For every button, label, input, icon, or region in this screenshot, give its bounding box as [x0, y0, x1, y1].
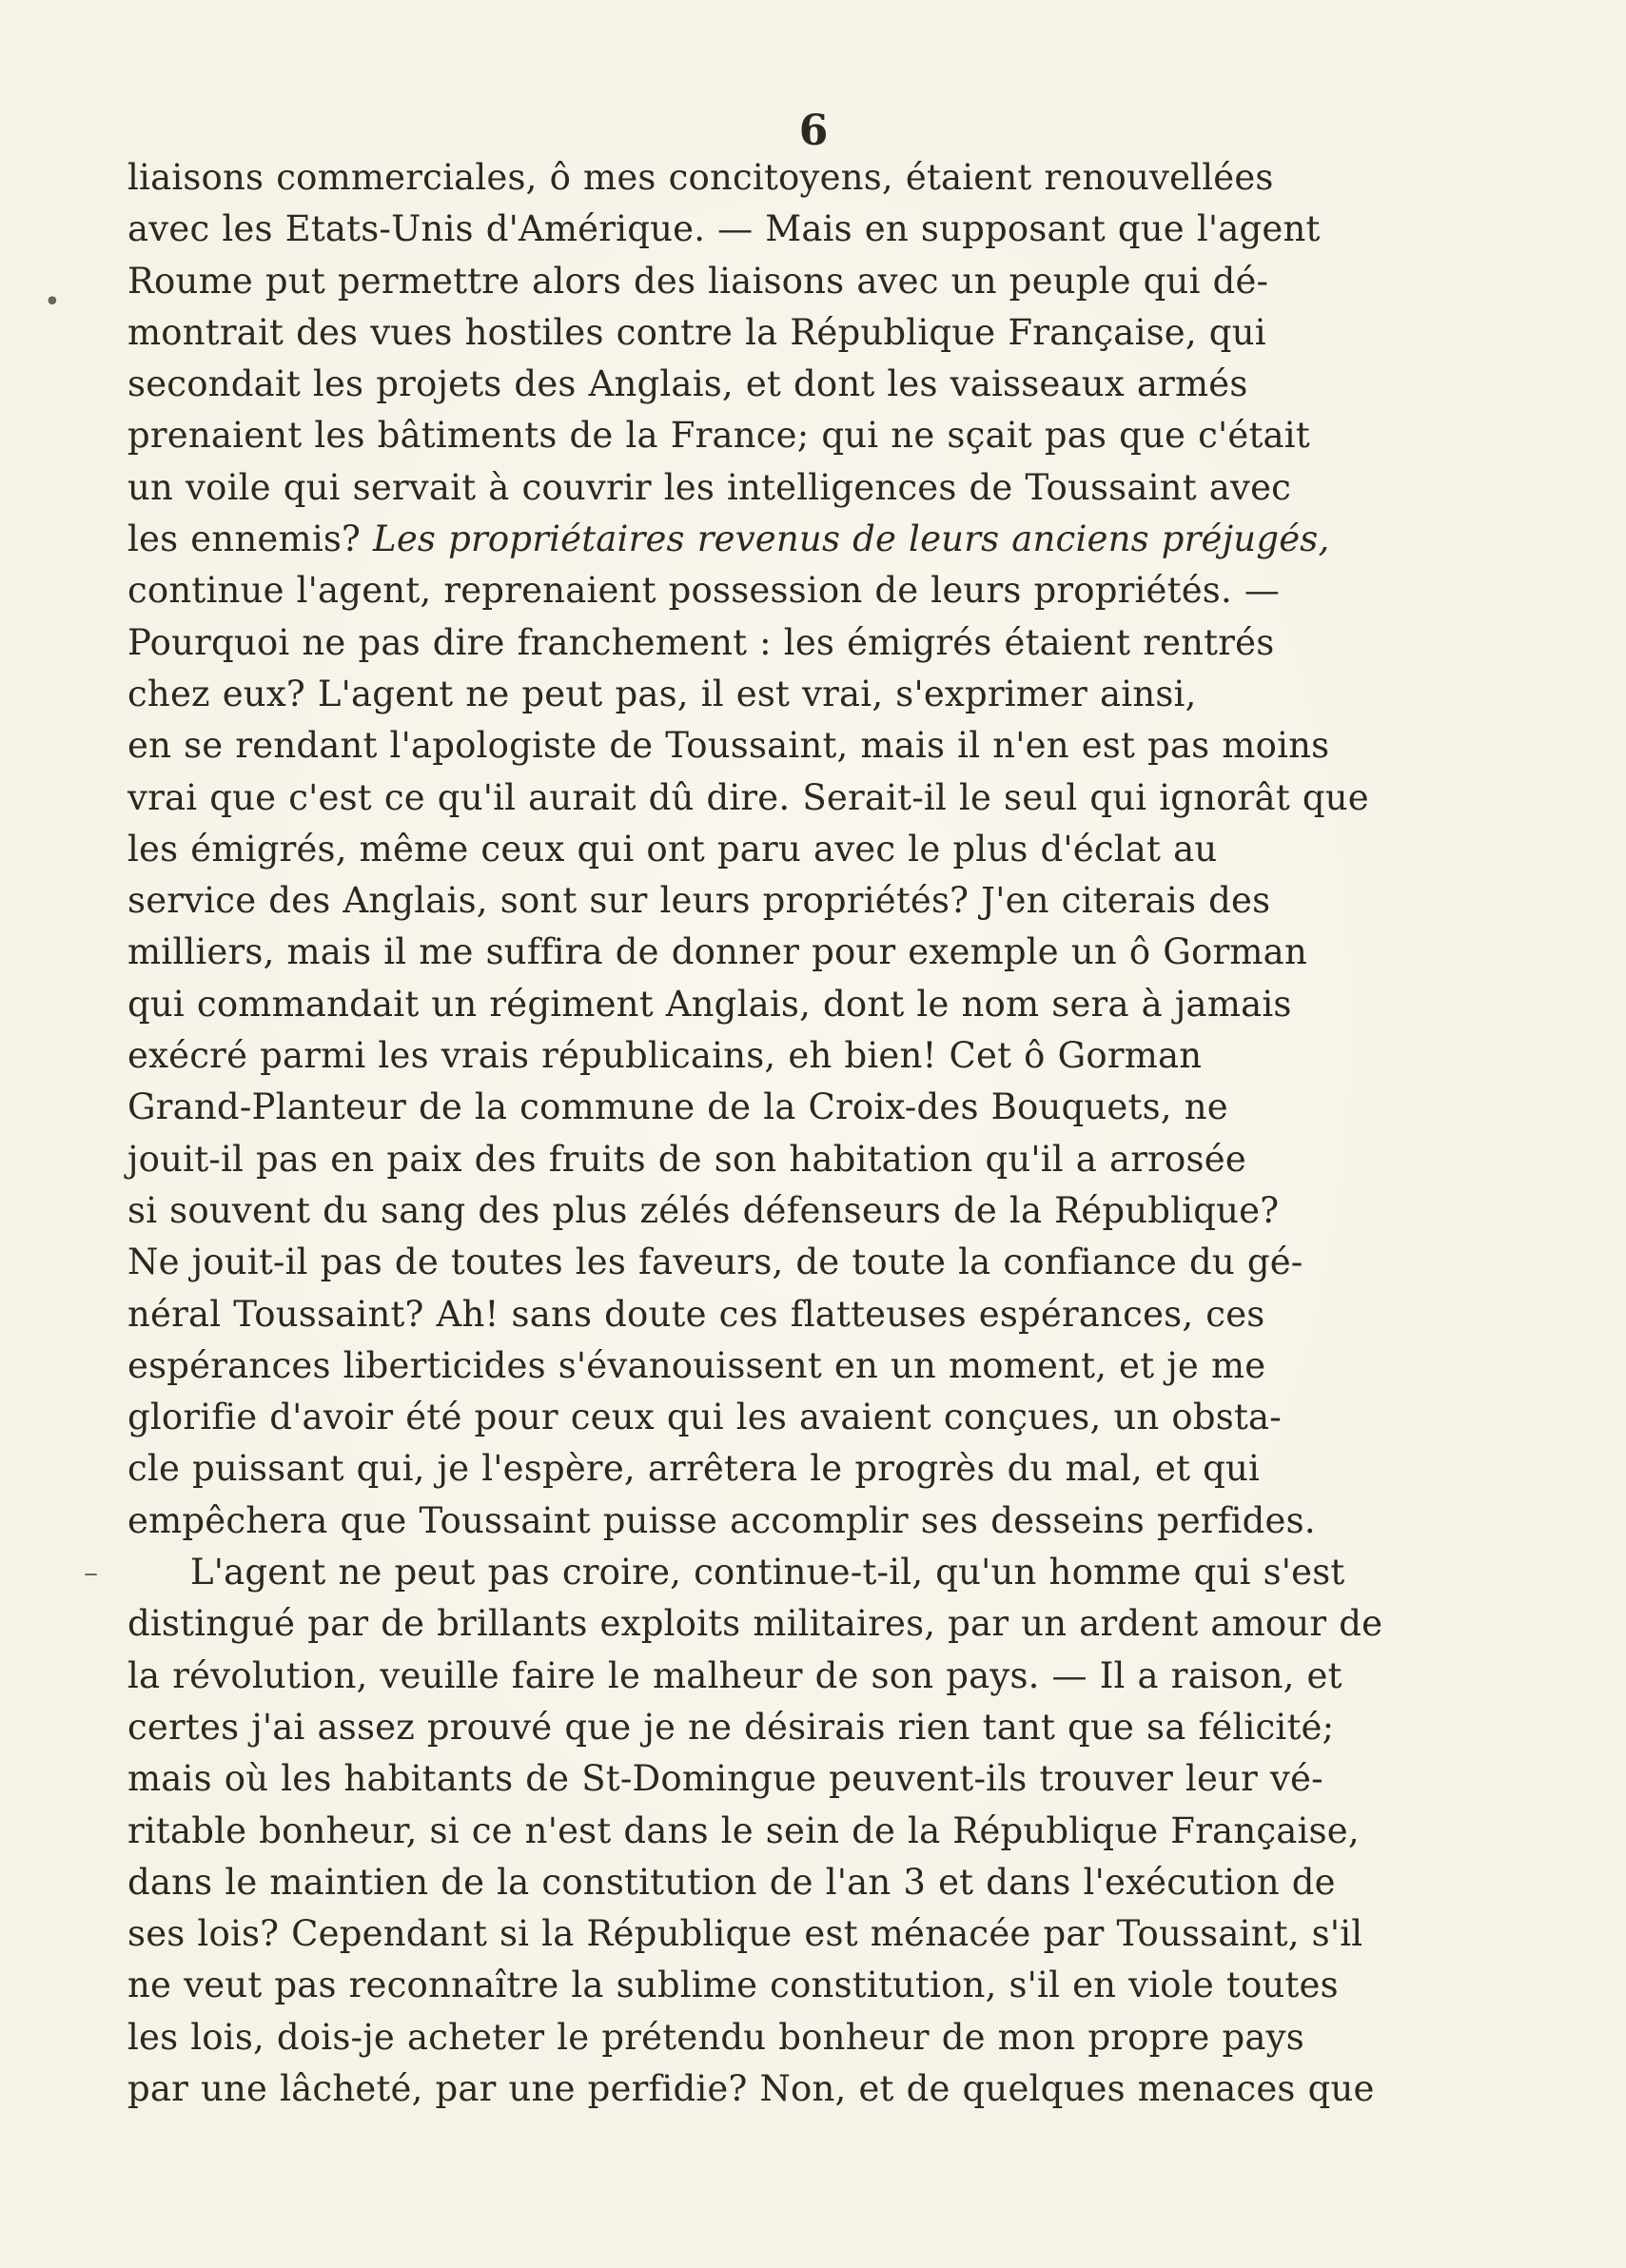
text-line: espérances liberticides s'évanouissent en un moment, et je me: [127, 1344, 1266, 1386]
text-line: cle puissant qui, je l'espère, arrêtera le progrès du mal, et qui: [127, 1448, 1261, 1490]
text-line: dans le maintien de la constitution de l'an 3 et dans l'exécution de: [127, 1861, 1336, 1903]
paragraph-start-line: L'agent ne peut pas croire, continue-t-il, qu'un homme qui s'est: [190, 1552, 1345, 1593]
text-line: Grand-Planteur de la commune de la Croix-des Bouquets, ne: [127, 1086, 1228, 1128]
text-line: les lois, dois-je acheter le prétendu bonheur de mon propre pays: [127, 2016, 1304, 2058]
text-line: service des Anglais, sont sur leurs propriétés? J'en citerais des: [127, 880, 1271, 922]
text-line: montrait des vues hostiles contre la République Française, qui: [127, 311, 1266, 353]
text-line: secondait les projets des Anglais, et dont les vaisseaux armés: [127, 363, 1248, 405]
text-line: prenaient les bâtiments de la France; qui ne sçait pas que c'était: [127, 415, 1310, 457]
margin-dash-mark: –: [84, 1556, 98, 1590]
text-line: si souvent du sang des plus zélés défenseurs de la République?: [127, 1189, 1280, 1231]
text-line: Ne jouit-il pas de toutes les faveurs, de toute la confiance du gé-: [127, 1242, 1303, 1283]
page-number: 6: [798, 107, 829, 155]
text-line: ne veut pas reconnaître la sublime constitution, s'il en viole toutes: [127, 1965, 1339, 2006]
text-line: Roume put permettre alors des liaisons avec un peuple qui dé-: [127, 260, 1269, 302]
text-line: ritable bonheur, si ce n'est dans le sein de la République Française,: [127, 1809, 1360, 1851]
text-line-start: les ennemis?: [127, 518, 362, 560]
text-line: exécré parmi les vrais républicains, eh bien! Cet ô Gorman: [127, 1035, 1203, 1077]
body-text: [127, 152, 1555, 2115]
text-line: un voile qui servait à couvrir les intelligences de Toussaint avec: [127, 466, 1292, 508]
quoted-italic-phrase: Les propriétaires revenus de leurs anciens préjugés,: [373, 518, 1330, 560]
text-line-with-quote: [127, 514, 1555, 565]
text-line: continue l'agent, reprenaient possession de leurs propriétés. —: [127, 570, 1281, 612]
text-line: la révolution, veuille faire le malheur de son pays. — Il a raison, et: [127, 1654, 1342, 1696]
margin-dot-mark: •: [44, 285, 61, 319]
text-line: qui commandait un régiment Anglais, dont le nom sera à jamais: [127, 983, 1292, 1025]
text-line: par une lâcheté, par une perfidie? Non, et de quelques menaces que: [127, 2067, 1375, 2109]
text-line: certes j'ai assez prouvé que je ne désirais rien tant que sa félicité;: [127, 1706, 1335, 1748]
text-line: avec les Etats-Unis d'Amérique. — Mais en supposant que l'agent: [127, 208, 1321, 250]
text-line: néral Toussaint? Ah! sans doute ces flatteuses espérances, ces: [127, 1293, 1265, 1335]
text-line: ses lois? Cependant si la République est ménacée par Toussaint, s'il: [127, 1913, 1363, 1955]
text-line: mais où les habitants de St-Domingue peuvent-ils trouver leur vé-: [127, 1758, 1323, 1800]
text-line: jouit-il pas en paix des fruits de son habitation qu'il a arrosée: [127, 1138, 1246, 1180]
text-line: vrai que c'est ce qu'il aurait dû dire. Serait-il le seul qui ignorât que: [127, 776, 1369, 818]
text-line: Pourquoi ne pas dire franchement : les émigrés étaient rentrés: [127, 621, 1275, 663]
text-line: glorifie d'avoir été pour ceux qui les avaient conçues, un obsta-: [127, 1397, 1282, 1438]
text-line: empêchera que Toussaint puisse accomplir ses desseins perfides.: [127, 1499, 1316, 1541]
text-line: milliers, mais il me suffira de donner pour exemple un ô Gorman: [127, 931, 1307, 973]
text-line: en se rendant l'apologiste de Toussaint, mais il n'en est pas moins: [127, 725, 1330, 767]
text-line: liaisons commerciales, ô mes concitoyens, étaient renouvellées: [127, 157, 1274, 198]
text-line: chez eux? L'agent ne peut pas, il est vrai, s'exprimer ainsi,: [127, 673, 1197, 714]
text-line: distingué par de brillants exploits militaires, par un ardent amour de: [127, 1603, 1383, 1645]
text-line: les émigrés, même ceux qui ont paru avec le plus d'éclat au: [127, 828, 1218, 870]
